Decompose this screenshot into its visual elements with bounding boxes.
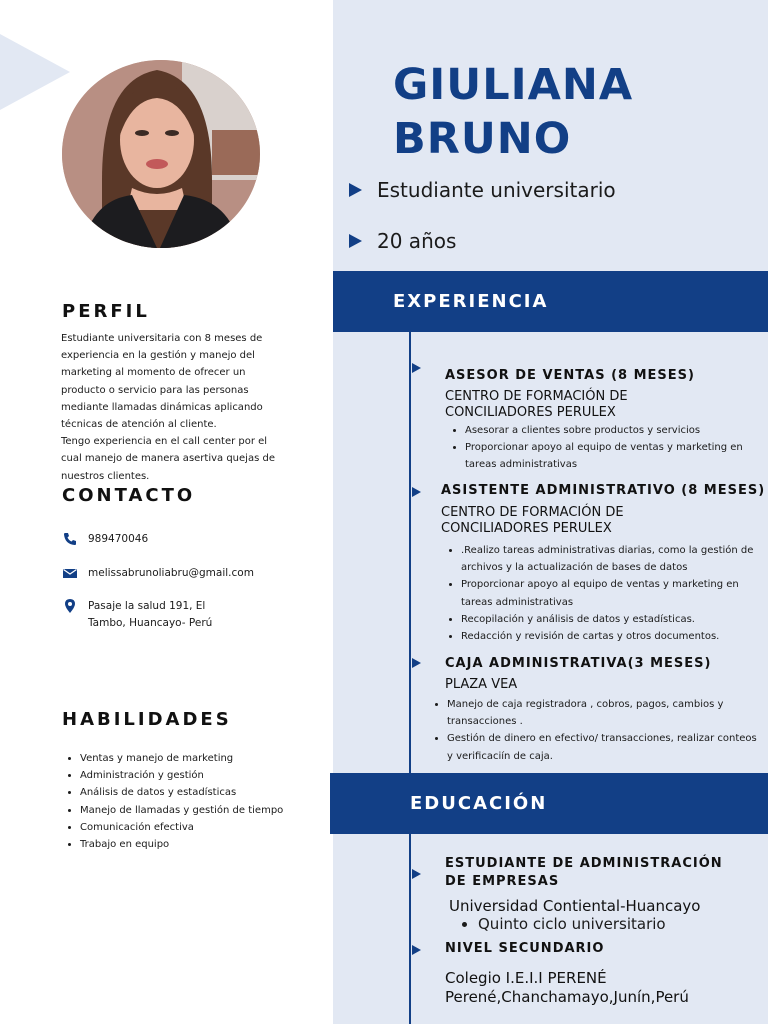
skill-item: • Análisis de datos y estadísticas	[80, 784, 283, 801]
school-location: Perené,Chanchamayo,Junín,Perú	[445, 988, 689, 1006]
perfil-text	[61, 330, 283, 485]
last-name: BRUNO	[393, 114, 572, 164]
bullet-item: • Asesorar a clientes sobre productos y servicios	[465, 422, 765, 439]
job-organization	[441, 505, 624, 537]
age-text: 20 años	[377, 229, 457, 253]
address-line-1: Pasaje la salud 191, El	[88, 600, 206, 612]
skill-item: • Manejo de llamadas y gestión de tiempo	[80, 802, 283, 819]
bullet-item: • .Realizo tareas administrativas diarias, como la gestión de archivos y la actualización de bases de datos	[461, 542, 766, 576]
location-pin-icon	[62, 598, 78, 614]
phone-icon	[62, 531, 78, 547]
bullet-triangle-icon	[349, 234, 362, 248]
contact-address	[62, 598, 212, 632]
education-timeline	[409, 834, 411, 1024]
tagline-age	[349, 229, 456, 253]
job-organization	[445, 389, 628, 421]
job-title: CAJA ADMINISTRATIVA(3 MESES)	[445, 656, 712, 671]
school-name: Colegio I.E.I.I PERENÉ	[445, 969, 607, 987]
phone-number[interactable]: 989470046	[88, 533, 149, 545]
email-address[interactable]: melissabrunoliabru@gmail.com	[88, 567, 254, 579]
experiencia-banner	[333, 271, 768, 332]
job-title: ASESOR DE VENTAS (8 MESES)	[445, 368, 695, 383]
org-line: CENTRO DE FORMACIÓN DE	[445, 389, 628, 404]
perfil-heading: PERFIL	[62, 301, 150, 322]
full-name	[393, 58, 633, 166]
skills-list	[62, 750, 283, 853]
address-line-2: Tambo, Huancayo- Perú	[88, 617, 213, 629]
bullet-item: • Proporcionar apoyo al equipo de ventas y marketing en tareas administrativas	[465, 439, 765, 473]
bullet-item: • Proporcionar apoyo al equipo de ventas y marketing en tareas administrativas	[461, 576, 766, 610]
org-line: CONCILIADORES PERULEX	[441, 521, 612, 536]
address	[88, 598, 212, 632]
education-title: NIVEL SECUNDARIO	[445, 941, 605, 956]
timeline-marker	[412, 945, 421, 955]
education-title-line: ESTUDIANTE DE ADMINISTRACIÓN	[445, 856, 723, 871]
education-detail: • Quinto ciclo universitario	[478, 915, 768, 934]
education-school: Universidad Contiental-Huancayo	[449, 897, 701, 915]
bullet-item: • Gestión de dinero en efectivo/ transacciones, realizar conteos y verificaciín de caja.	[447, 730, 762, 764]
timeline-marker	[412, 658, 421, 668]
education-details	[460, 915, 768, 934]
bullet-triangle-icon	[349, 183, 362, 197]
experiencia-heading: EXPERIENCIA	[393, 291, 549, 312]
skill-item: • Ventas y manejo de marketing	[80, 750, 283, 767]
perfil-paragraph-1: Estudiante universitaria con 8 meses de experiencia en la gestión y manejo del marketing al momento de ofrecer un producto o servicio para las personas mediante llamadas dinámicas aplicando técnicas de atención al cliente.	[61, 333, 263, 431]
educacion-heading: EDUCACIÓN	[410, 793, 548, 814]
contact-phone	[62, 531, 148, 548]
org-line: CONCILIADORES PERULEX	[445, 405, 616, 420]
experience-timeline	[409, 332, 411, 773]
bullet-item: • Recopilación y análisis de datos y estadísticas.	[461, 611, 766, 628]
education-school	[445, 969, 689, 1007]
contact-email	[62, 565, 254, 582]
habilidades-heading: HABILIDADES	[62, 709, 232, 730]
decorative-triangle	[0, 34, 70, 110]
bullet-item: • Manejo de caja registradora , cobros, pagos, cambios y transacciones .	[447, 696, 762, 730]
timeline-marker	[412, 869, 421, 879]
contacto-heading: CONTACTO	[62, 485, 196, 506]
timeline-marker	[412, 487, 421, 497]
profile-photo	[62, 60, 260, 248]
org-line: PLAZA VEA	[445, 677, 518, 692]
bullet-item: • Redacción y revisión de cartas y otros documentos.	[461, 628, 766, 645]
education-title-line: DE EMPRESAS	[445, 874, 560, 889]
timeline-marker	[412, 363, 421, 373]
skill-item: • Trabajo en equipo	[80, 836, 283, 853]
email-icon	[62, 565, 78, 581]
skill-item: • Administración y gestión	[80, 767, 283, 784]
job-bullets	[443, 542, 766, 645]
skill-item: • Comunicación efectiva	[80, 819, 283, 836]
educacion-banner	[330, 773, 768, 834]
org-line: CENTRO DE FORMACIÓN DE	[441, 505, 624, 520]
tagline-occupation	[349, 178, 616, 202]
job-bullets	[429, 696, 762, 765]
job-organization	[445, 677, 517, 693]
education-title	[445, 855, 723, 891]
first-name: GIULIANA	[393, 60, 634, 110]
job-bullets	[447, 422, 765, 474]
occupation-text: Estudiante universitario	[377, 178, 616, 202]
job-title: ASISTENTE ADMINISTRATIVO (8 MESES)	[441, 483, 766, 498]
perfil-paragraph-2: Tengo experiencia en el call center por el cual manejo de manera asertiva quejas de nuestros clientes.	[61, 436, 275, 482]
